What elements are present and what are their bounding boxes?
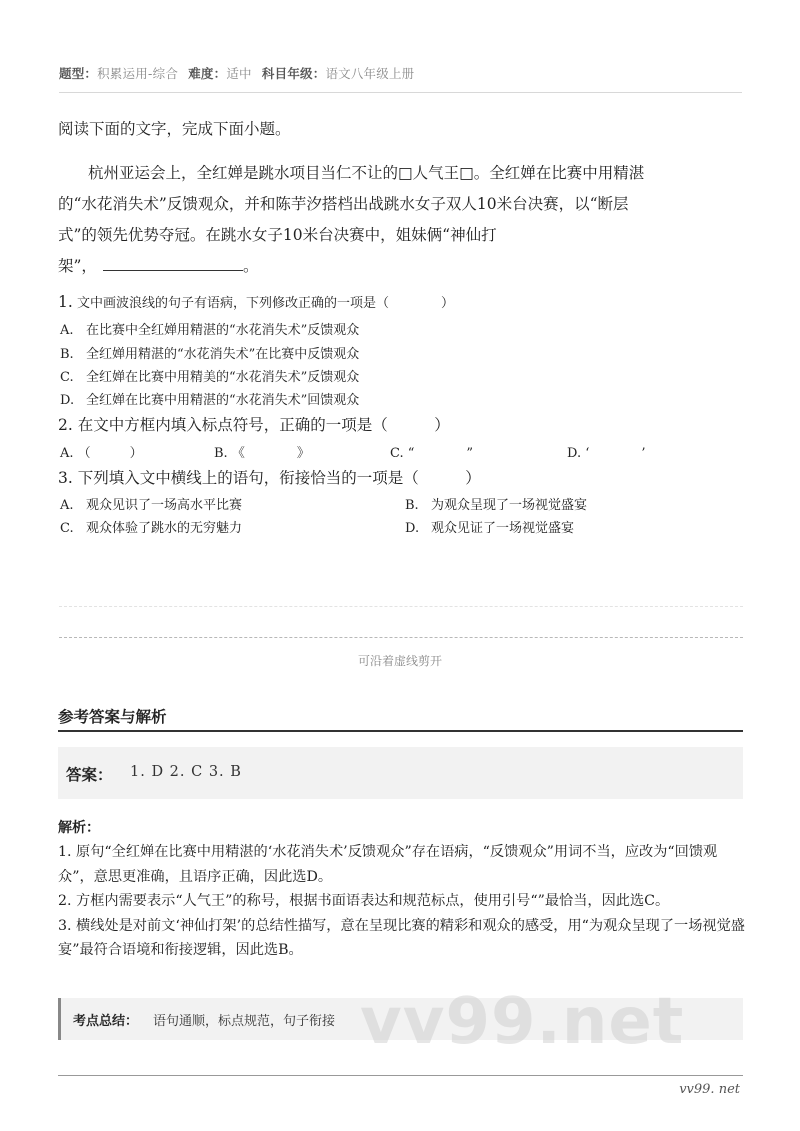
difficulty-label: 难度： bbox=[188, 66, 227, 81]
q1-option-b[interactable] bbox=[60, 343, 359, 362]
passage-line-4: 架”， bbox=[58, 257, 97, 275]
passage-line-1: 杭州亚运会上，全红婵是跳水项目当仁不让的□人气王□。全红婵在比赛中用精湛 bbox=[88, 164, 645, 182]
passage-line-3: 式”的领先优势夺冠。在跳水女子10米台决赛中，姐妹俩“神仙打 bbox=[58, 226, 497, 244]
option-text: （ ） bbox=[77, 446, 143, 461]
option-text: 全红婵在比赛中用精湛的“水花消失术”回馈观众 bbox=[86, 393, 360, 408]
grade-value: 语文八年级上册 bbox=[325, 66, 415, 81]
analysis-label: 解析： bbox=[58, 820, 100, 836]
type-value: 积累运用-综合 bbox=[97, 66, 179, 81]
answer-section-title: 参考答案与解析 bbox=[58, 708, 167, 726]
option-label: B. bbox=[214, 446, 228, 461]
type-label: 题型： bbox=[59, 66, 98, 81]
meta-divider bbox=[59, 92, 742, 93]
option-label: C. bbox=[60, 370, 74, 385]
option-label: C. bbox=[390, 446, 404, 461]
option-label: B. bbox=[405, 498, 419, 513]
option-label: A. bbox=[60, 323, 74, 338]
question-number: 1. bbox=[58, 293, 73, 311]
instruction: 阅读下面的文字，完成下面小题。 bbox=[58, 120, 291, 138]
option-label: A. bbox=[60, 498, 74, 513]
option-text: ‘ ’ bbox=[585, 446, 646, 461]
difficulty-value: 适中 bbox=[226, 66, 252, 81]
question-meta bbox=[59, 64, 414, 82]
key-points-label: 考点总结： bbox=[73, 1014, 139, 1029]
answer-section-divider bbox=[58, 730, 743, 732]
option-text: 《 》 bbox=[231, 446, 310, 461]
question-stem: 在文中方框内填入标点符号，正确的一项是（ ） bbox=[77, 416, 450, 434]
question-2 bbox=[58, 413, 450, 435]
q2-option-d[interactable] bbox=[567, 442, 646, 461]
fill-blank bbox=[103, 256, 243, 271]
analysis-body bbox=[58, 840, 748, 963]
q3-option-a[interactable] bbox=[60, 494, 242, 513]
analysis-item-2: 2. 方框内需要表示“人气王”的称号，根据书面语表达和规范标点，使用引号“”最恰当，因此选C。 bbox=[58, 893, 670, 909]
q2-option-a[interactable] bbox=[60, 442, 143, 461]
option-text: 在比赛中全红婵用精湛的“水花消失术”反馈观众 bbox=[86, 323, 360, 338]
option-text: 观众见证了一场视觉盛宴 bbox=[431, 521, 575, 536]
q2-option-c[interactable] bbox=[390, 442, 473, 461]
passage-line-4-end: 。 bbox=[242, 257, 259, 275]
cut-line-faint bbox=[59, 606, 743, 607]
key-points-value: 语句通顺，标点规范，句子衔接 bbox=[153, 1014, 336, 1029]
option-label: B. bbox=[60, 347, 74, 362]
q1-option-d[interactable] bbox=[60, 389, 359, 408]
answer-label: 答案： bbox=[66, 766, 113, 784]
question-number: 2. bbox=[58, 416, 73, 434]
q3-option-d[interactable] bbox=[405, 517, 574, 536]
analysis-item-1: 1. 原句“全红婵在比赛中用精湛的‘水花消失术’反馈观众”存在语病，“反馈观众”用词不当，应改为“回馈观众”，意思更准确，且语序正确，因此选D。 bbox=[58, 844, 718, 885]
footer-divider bbox=[58, 1075, 743, 1076]
option-label: D. bbox=[60, 393, 75, 408]
option-text: 观众体验了跳水的无穷魅力 bbox=[86, 521, 243, 536]
option-text: “ ” bbox=[407, 446, 474, 461]
question-3 bbox=[58, 466, 481, 488]
option-label: D. bbox=[405, 521, 420, 536]
option-text: 全红婵用精湛的“水花消失术”在比赛中反馈观众 bbox=[86, 347, 360, 362]
analysis-item-3: 3. 横线处是对前文‘神仙打架’的总结性描写，意在呈现比赛的精彩和观众的感受，用“为观众呈现了一场视觉盛宴”最符合语境和衔接逻辑，因此选B。 bbox=[58, 917, 745, 958]
question-number: 3. bbox=[58, 469, 73, 487]
grade-label: 科目年级： bbox=[261, 66, 326, 81]
watermark: vv99.net bbox=[360, 985, 685, 1059]
option-text: 观众见识了一场高水平比赛 bbox=[86, 498, 243, 513]
q2-option-b[interactable] bbox=[214, 442, 310, 461]
cut-line bbox=[59, 637, 743, 638]
footer-site: vv99. net bbox=[679, 1082, 740, 1097]
q3-option-b[interactable] bbox=[405, 494, 587, 513]
answer-value: 1. D 2. C 3. B bbox=[130, 764, 242, 780]
q3-option-c[interactable] bbox=[60, 517, 242, 536]
option-text: 为观众呈现了一场视觉盛宴 bbox=[431, 498, 588, 513]
reading-passage bbox=[58, 158, 698, 282]
passage-line-2: 的“水花消失术”反馈观众，并和陈芋汐搭档出战跳水女子双人10米台决赛，以“断层 bbox=[58, 195, 629, 213]
option-label: C. bbox=[60, 521, 74, 536]
answer-box bbox=[58, 747, 743, 799]
question-1 bbox=[58, 292, 454, 311]
option-label: A. bbox=[60, 446, 74, 461]
cut-line-hint: 可沿着虚线剪开 bbox=[357, 654, 442, 668]
q1-option-c[interactable] bbox=[60, 366, 359, 385]
option-text: 全红婵在比赛中用精美的“水花消失术”反馈观众 bbox=[86, 370, 360, 385]
q1-option-a[interactable] bbox=[60, 319, 359, 338]
question-stem: 下列填入文中横线上的语句，衔接恰当的一项是（ ） bbox=[77, 469, 481, 487]
option-label: D. bbox=[567, 446, 582, 461]
question-stem: 文中画波浪线的句子有语病，下列修改正确的一项是（ ） bbox=[76, 296, 454, 311]
